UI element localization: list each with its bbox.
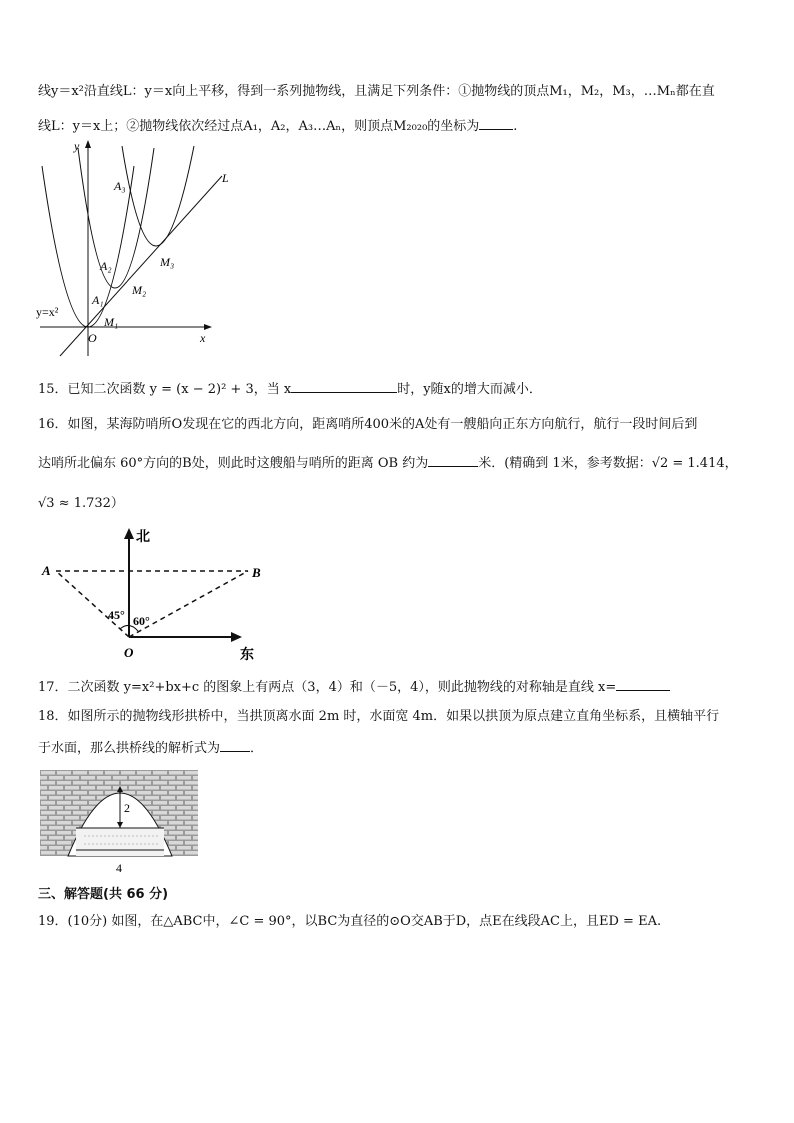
- point-A1-label: A₁: [92, 293, 104, 307]
- q18-text-a: 于水面，那么拱桥线的解析式为: [38, 741, 221, 756]
- y-axis-label: y: [74, 139, 80, 153]
- q14-parabola-figure: [30, 138, 230, 363]
- q17-line: [38, 676, 670, 698]
- point-M3-label: M₃: [160, 255, 175, 269]
- q14-line2: [38, 115, 517, 137]
- angle-60-label: 60°: [133, 614, 150, 628]
- point-M2-label: M₂: [132, 283, 147, 297]
- q18-line2: [38, 737, 263, 759]
- point-B-label: B: [252, 565, 261, 580]
- q16-line3: √3 ≈ 1.732）: [38, 496, 124, 511]
- q19-line: 19．(10分) 如图，在△ABC中，∠C = 90°，以BC为直径的⊙O交AB于D，点E在线段AC上，且ED = EA.: [38, 914, 662, 929]
- y-axis-arrow-icon: [85, 140, 91, 148]
- q14-line2-text: 线L：y＝x上；②抛物线依次经过点A₁，A₂，A₃…Aₙ，则顶点M₂₀₂₀的坐标为: [38, 119, 480, 134]
- north-arrow-icon: [124, 528, 134, 539]
- q15-text-a: 15．已知二次函数 y = (x − 2)² + 3，当 x: [38, 382, 292, 397]
- section-3-heading: 三、解答题(共 66 分): [38, 887, 169, 902]
- x-axis-arrow-icon: [204, 324, 212, 330]
- parabola-3: [122, 146, 194, 246]
- q14-line2-end: .: [513, 119, 518, 134]
- q15-line: [38, 378, 542, 400]
- angle-45-label: 45°: [108, 608, 125, 622]
- q16-line2: [38, 452, 738, 474]
- q16-text-b: 米．(精确到 1米，参考数据：√2 = 1.414，: [478, 456, 738, 471]
- q15-text-b: 时，y随x的增大而减小．: [397, 382, 542, 397]
- q14-line1: 线y＝x²沿直线L：y＝x向上平移，得到一系列抛物线，且满足下列条件：①抛物线的顶点M₁，M₂，M₃，…Mₙ都在直: [38, 84, 715, 99]
- curve-label: y=x²: [36, 305, 59, 319]
- water: [76, 828, 164, 856]
- q14-answer-blank: [479, 115, 513, 130]
- height-label: 2: [124, 801, 130, 815]
- q17-text: 17．二次函数 y=x²+bx+c 的图象上有两点（3，4）和（－5，4），则此抛物线的对称轴是直线 x=: [38, 680, 617, 695]
- point-A-label: A: [42, 563, 51, 578]
- q16-line1: 16．如图，某海防哨所O发现在它的西北方向，距离哨所400米的A处有一艘船向正东方向航行，航行一段时间后到: [38, 417, 698, 432]
- east-label: 东: [240, 648, 254, 663]
- north-label: 北: [136, 530, 150, 545]
- origin-label: O: [88, 331, 97, 345]
- line-L-label: L: [222, 171, 229, 185]
- point-A2-label: A₂: [100, 259, 112, 273]
- x-axis-label: x: [200, 331, 206, 345]
- q18-answer-blank: [220, 737, 250, 752]
- q16-answer-blank: [428, 452, 478, 467]
- line-L: [60, 176, 222, 356]
- q15-answer-blank: [291, 378, 397, 393]
- q18-line1: 18．如图所示的抛物线形拱桥中，当拱顶离水面 2m 时，水面宽 4m．如果以拱顶为原点建立直角坐标系，且横轴平行: [38, 709, 720, 724]
- segment-OA: [56, 571, 129, 637]
- q16-text-a: 达哨所北偏东 60°方向的B处，则此时这艘船与哨所的距离 OB 约为: [38, 456, 429, 471]
- q17-answer-blank: [616, 676, 670, 691]
- point-O-label: O: [124, 645, 134, 660]
- q18-arch-bridge-figure: [40, 770, 198, 875]
- q16-compass-figure: [36, 525, 266, 665]
- q18-text-b: ．: [250, 741, 264, 756]
- width-label: 4: [116, 861, 122, 875]
- point-A3-label: A₃: [114, 179, 126, 193]
- east-arrow-icon: [231, 632, 242, 642]
- point-M1-label: M₁: [104, 315, 119, 329]
